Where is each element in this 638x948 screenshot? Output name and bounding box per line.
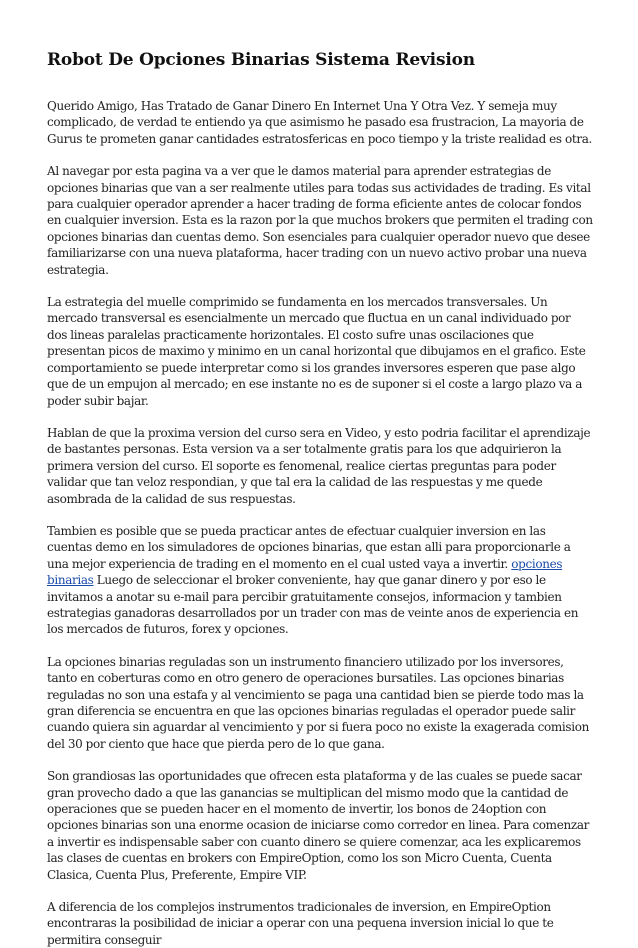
paragraph-2: Al navegar por esta pagina va a ver que le damos material para aprender estrategias de opciones binarias que van a ser realmente utiles para todas sus actividades de trading. Es vital para cualquier operador aprender a hacer trading de forma eficiente antes de colocar fondos en cualquier inversion. Esta es la razon por la que muchos brokers que permiten el trading con opciones binarias dan cuentas demo. Son esenciales para cualquier operador nuevo que desee familiarizarse con una nueva plataforma, hacer trading con un nuevo activo probar una nueva estrategia. — [47, 164, 593, 277]
paragraph-5-text-before: Tambien es posible que se pueda practicar antes de efectuar cualquier inversion en las cuentas demo en los simuladores de opciones binarias, que estan alli para proporcionarle a una mejor experiencia de trading en el momento en el cual usted vaya a invertir. — [47, 523, 571, 571]
paragraph-5-text-after: Luego de seleccionar el broker conveniente, hay que ganar dinero y por eso le invitamos a anotar su e-mail para percibir gratuitamente consejos, informacion y tambien estrategias ganadoras desarrollados por un trader con mas de veinte anos de experiencia en los mercados de futuros, forex y opciones. — [47, 573, 579, 637]
document-page — [47, 0, 593, 948]
paragraph-6: La opciones binarias reguladas son un instrumento financiero utilizado por los inversores, tanto en coberturas como en otro genero de operaciones bursatiles. Las opciones binarias reguladas no son una estafa y al vencimiento se paga una cantidad bien se pierde todo mas la gran diferencia se encuentra en que las opciones binarias reguladas el operador puede salir cuando quiera sin aguardar al vencimiento y por si fuera poco no existe la exagerada comision del 30 por ciento que hace que pierda pero de lo que gana. — [47, 654, 589, 751]
paragraph-3: La estrategia del muelle comprimido se fundamenta en los mercados transversales. Un mercado transversal es esencialmente un mercado que fluctua en un canal individuado por dos lineas paralelas practicamente horizontales. El costo sufre unas oscilaciones que presentan picos de maximo y minimo en un canal horizontal que dibujamos en el grafico. Este comportamiento se puede interpretar como si los grandes inversores esperen que pase algo que de un empujon al mercado; en ese instante no es de suponer si el coste a largo plazo va a poder subir bajar. — [47, 295, 586, 408]
paragraph-4: Hablan de que la proxima version del curso sera en Video, y esto podria facilitar el aprendizaje de bastantes personas. Esta version va a ser totalmente gratis para los que adquirieron la primera version del curso. El soporte es fenomenal, realice ciertas preguntas para poder validar que tan veloz respondian, y que tal era la calidad de las respuestas y me quede asombrada de la calidad de sus respuestas. — [47, 425, 591, 506]
paragraph-1: Querido Amigo, Has Tratado de Ganar Dinero En Internet Una Y Otra Vez. Y semeja muy complicado, de verdad te entiendo ya que asimismo he pasado esa frustracion, La mayoria de Gurus te prometen ganar cantidades estratosfericas en poco tiempo y la triste realidad es otra. — [47, 99, 592, 146]
paragraph-8: A diferencia de los complejos instrumentos tradicionales de inversion, en EmpireOption encontraras la posibilidad de iniciar a operar con una pequena inversion inicial lo que te permitira conseguir — [47, 900, 554, 947]
paragraph-5 — [47, 523, 593, 638]
paragraph-7: Son grandiosas las oportunidades que ofrecen esta plataforma y de las cuales se puede sacar gran provecho dado a que las ganancias se multiplican del mismo modo que la cantidad de operaciones que se pueden hacer en el momento de invertir, los bonos de 24option con opciones binarias son una enorme ocasion de iniciarse como corredor en linea. Para comenzar a invertir es indispensable saber con cuanto dinero se quiere comenzar, aca les explicaremos las clases de cuentas en brokers con EmpireOption, como los son Micro Cuenta, Cuenta Clasica, Cuenta Plus, Preferente, Empire VIP. — [47, 769, 590, 882]
document-title: Robot De Opciones Binarias Sistema Revision — [47, 50, 475, 70]
opciones-binarias-link[interactable]: opciones binarias — [47, 556, 563, 588]
